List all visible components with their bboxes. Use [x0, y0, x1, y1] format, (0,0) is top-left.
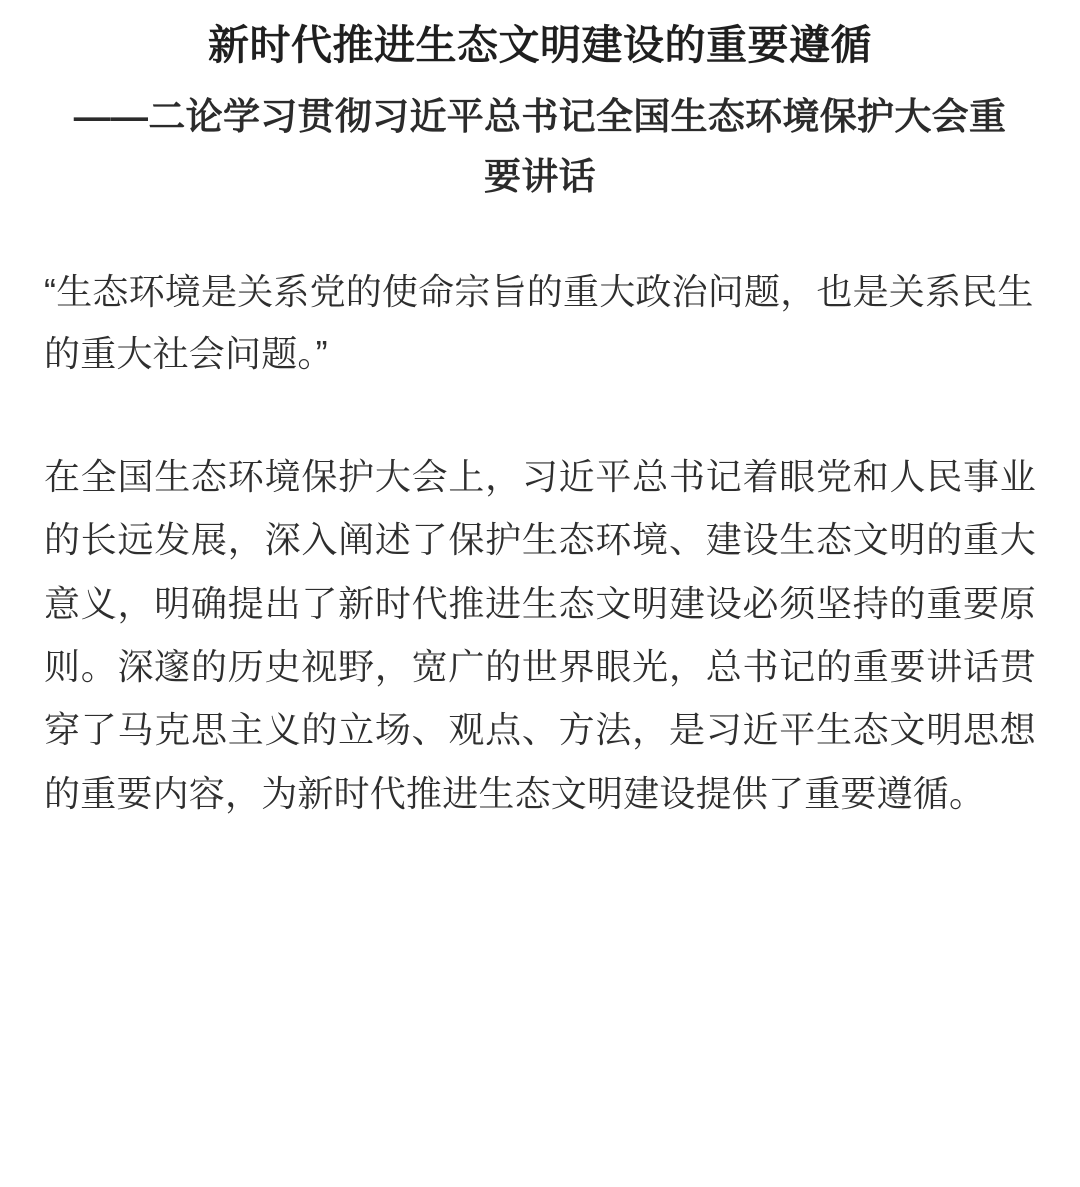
title-block	[44, 18, 1036, 207]
body-paragraph-1: 在全国生态环境保护大会上，习近平总书记着眼党和人民事业的长远发展，深入阐述了保护生态环境、建设生态文明的重大意义，明确提出了新时代推进生态文明建设必须坚持的重要原则。深邃的历史视野，宽广的世界眼光，总书记的重要讲话贯穿了马克思主义的立场、观点、方法，是习近平生态文明思想的重要内容，为新时代推进生态文明建设提供了重要遵循。	[44, 456, 1036, 814]
page-title: 新时代推进生态文明建设的重要遵循	[208, 22, 872, 68]
page-subtitle: ——二论学习贯彻习近平总书记全国生态环境保护大会重要讲话	[73, 96, 1007, 198]
pull-quote: “生态环境是关系党的使命宗旨的重大政治问题，也是关系民生的重大社会问题。”	[44, 271, 1034, 375]
